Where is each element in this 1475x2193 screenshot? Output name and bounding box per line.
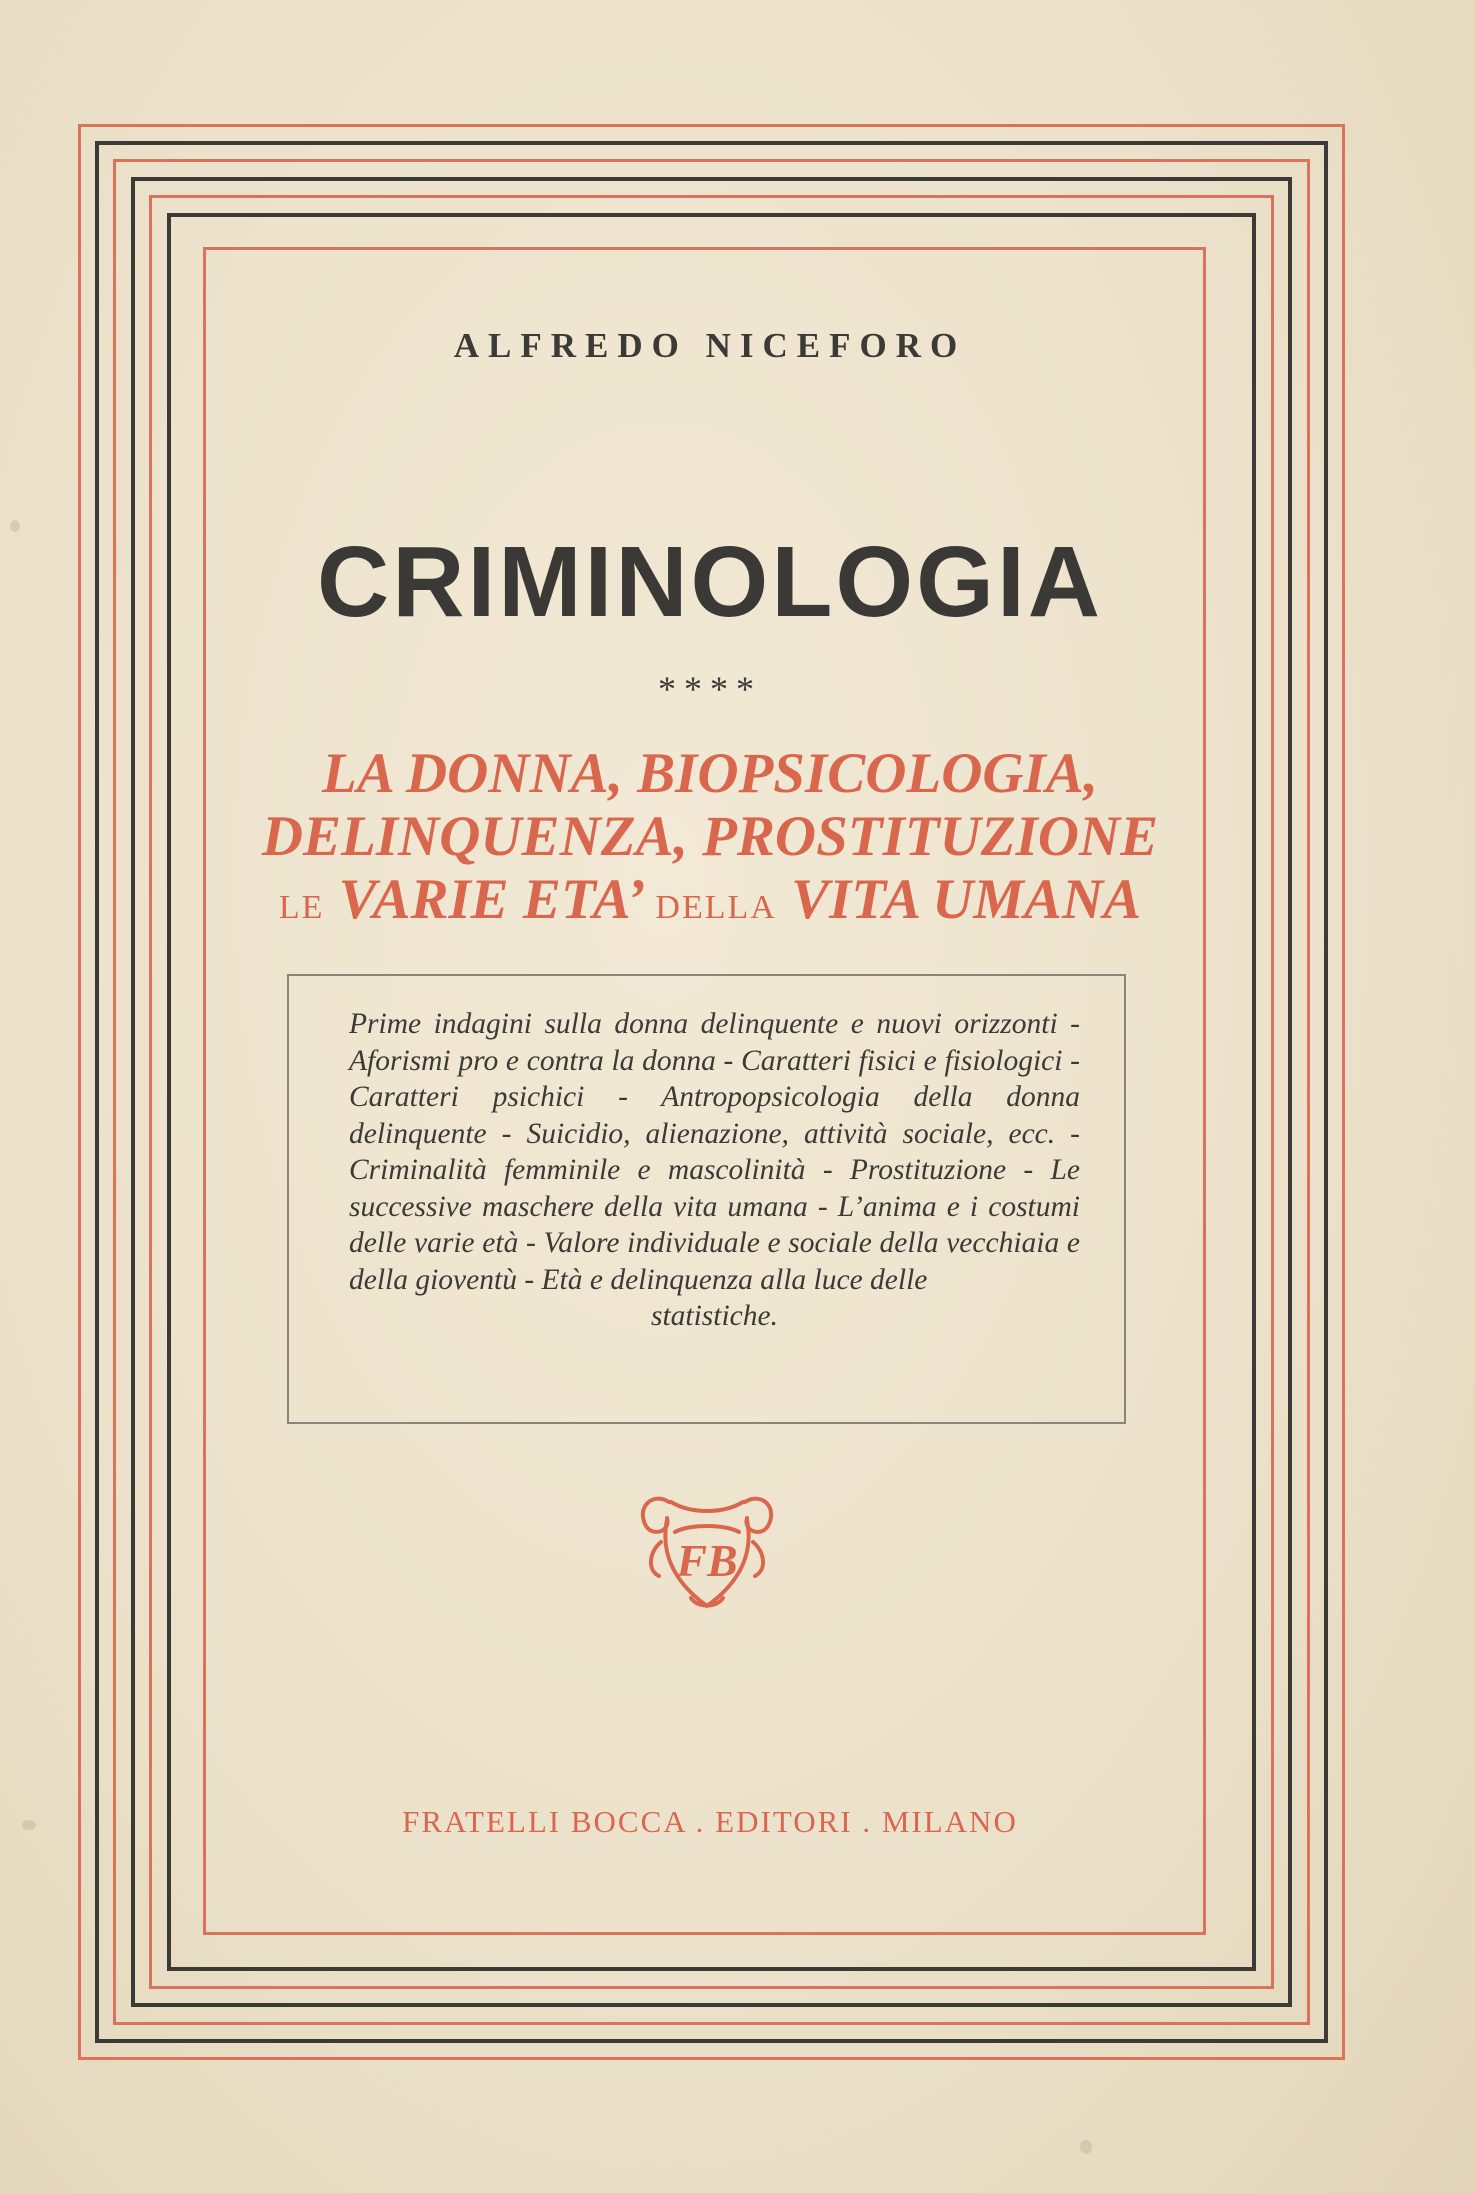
svg-text:FB: FB (676, 1535, 738, 1586)
subtitle-word: DELLA (655, 889, 777, 926)
subtitle-word: VITA UMANA (791, 868, 1142, 931)
author-name: ALFREDO NICEFORO (453, 326, 967, 365)
contents-text-end: statistiche. (650, 1300, 778, 1332)
contents-box (287, 974, 1126, 1424)
publisher-name: FRATELLI BOCCA . EDITORI . MILANO (402, 1804, 1018, 1839)
contents-text: Prime indagini sulla donna delinquente e nuovi orizzonti - Aforismi pro e contra la donna - Caratteri fisici e fisiologici - Caratteri psichici - Antropopsicologia della donna delinquente - Suicidio, alienazione, attività sociale, ecc. - Criminalità femminile e mascolinità - Prostituzione - Le successive maschere della vita umana - L’anima e i costumi delle varie età - Valore individuale e sociale della vecchiaia e della gioventù - Età e delinquenza alla luce delle (349, 1008, 1080, 1296)
publisher-emblem-icon (631, 1480, 783, 1620)
subtitle-line: DELINQUENZA, PROSTITUZIONE (261, 805, 1159, 868)
volume-mark: **** (658, 669, 762, 709)
subtitle (0, 742, 1420, 939)
subtitle-line (0, 868, 1420, 939)
book-title: CRIMINOLOGIA (317, 526, 1103, 638)
subtitle-line: LA DONNA, BIOPSICOLOGIA, (322, 742, 1098, 805)
subtitle-word: LE (278, 889, 325, 926)
subtitle-word: VARIE ETA’ (338, 868, 642, 931)
paper-stain (1080, 2140, 1092, 2154)
